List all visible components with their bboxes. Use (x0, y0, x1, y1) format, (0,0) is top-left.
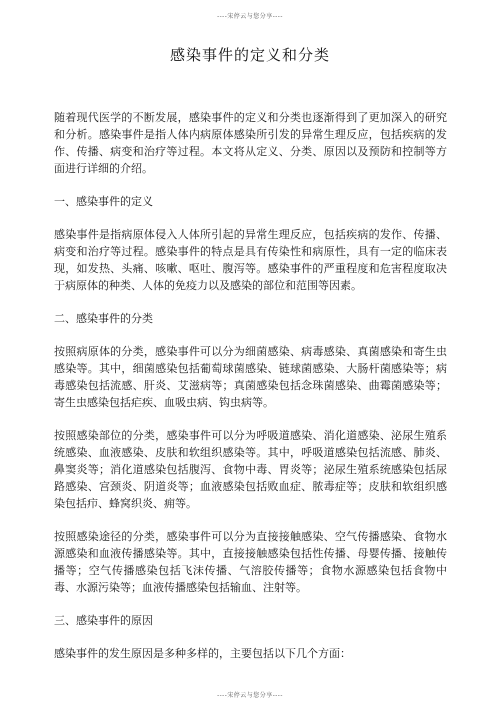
causes-paragraph: 感染事件的发生原因是多种多样的，主要包括以下几个方面： (54, 647, 351, 660)
classification-by-route-paragraph: 按照感染途径的分类，感染事件可以分为直接接触感染、空气传播感染、食物水源感染和血液传播感染等。其中，直接接触感染包括性传播、母婴传播、接触传播等；空气传播感染包括飞沫传播、气溶胶传播等；食物水源感染包括食物中毒、水源污染等；血液传播感染包括输血、注射等。 (54, 530, 447, 594)
section-heading-classification: 二、感染事件的分类 (54, 312, 153, 325)
document-body (54, 109, 447, 662)
page-header: ----宋停云与您分享---- (217, 13, 283, 20)
definition-paragraph: 感染事件是指病原体侵入人体所引起的异常生理反应，包括疾病的发作、传播、病变和治疗等过程。感染事件的特点是具有传染性和病原性，具有一定的临床表现，如发热、头痛、咳嗽、呕吐、腹泻等。感染事件的严重程度和危害程度取决于病原体的种类、人体的免疫力以及感染的部位和范围等因素。 (54, 228, 447, 292)
classification-by-pathogen-paragraph: 按照病原体的分类，感染事件可以分为细菌感染、病毒感染、真菌感染和寄生虫感染等。其中，细菌感染包括葡萄球菌感染、链球菌感染、大肠杆菌感染等；病毒感染包括流感、肝炎、艾滋病等；真菌感染包括念珠菌感染、曲霉菌感染等；寄生虫感染包括疟疾、血吸虫病、钩虫病等。 (54, 345, 447, 409)
section-heading-definition: 一、感染事件的定义 (54, 195, 153, 208)
intro-paragraph: 随着现代医学的不断发展，感染事件的定义和分类也逐渐得到了更加深入的研究和分析。感染事件是指人体内病原体感染所引发的异常生理反应，包括疾病的发作、传播、病变和治疗等过程。本文将从定义、分类、原因以及预防和控制等方面进行详细的介绍。 (54, 111, 447, 175)
page-footer: ----宋停云与您分享---- (217, 692, 283, 699)
section-heading-causes: 三、感染事件的原因 (54, 614, 153, 627)
classification-by-site-paragraph: 按照感染部位的分类，感染事件可以分为呼吸道感染、消化道感染、泌尿生殖系统感染、血液感染、皮肤和软组织感染等。其中，呼吸道感染包括流感、肺炎、鼻窦炎等；消化道感染包括腹泻、食物中毒、胃炎等；泌尿生殖系统感染包括尿路感染、宫颈炎、阴道炎等；血液感染包括败血症、脓毒症等；皮肤和软组织感染包括疖、蜂窝织炎、痈等。 (54, 429, 447, 510)
document-title: 感染事件的定义和分类 (169, 46, 330, 64)
